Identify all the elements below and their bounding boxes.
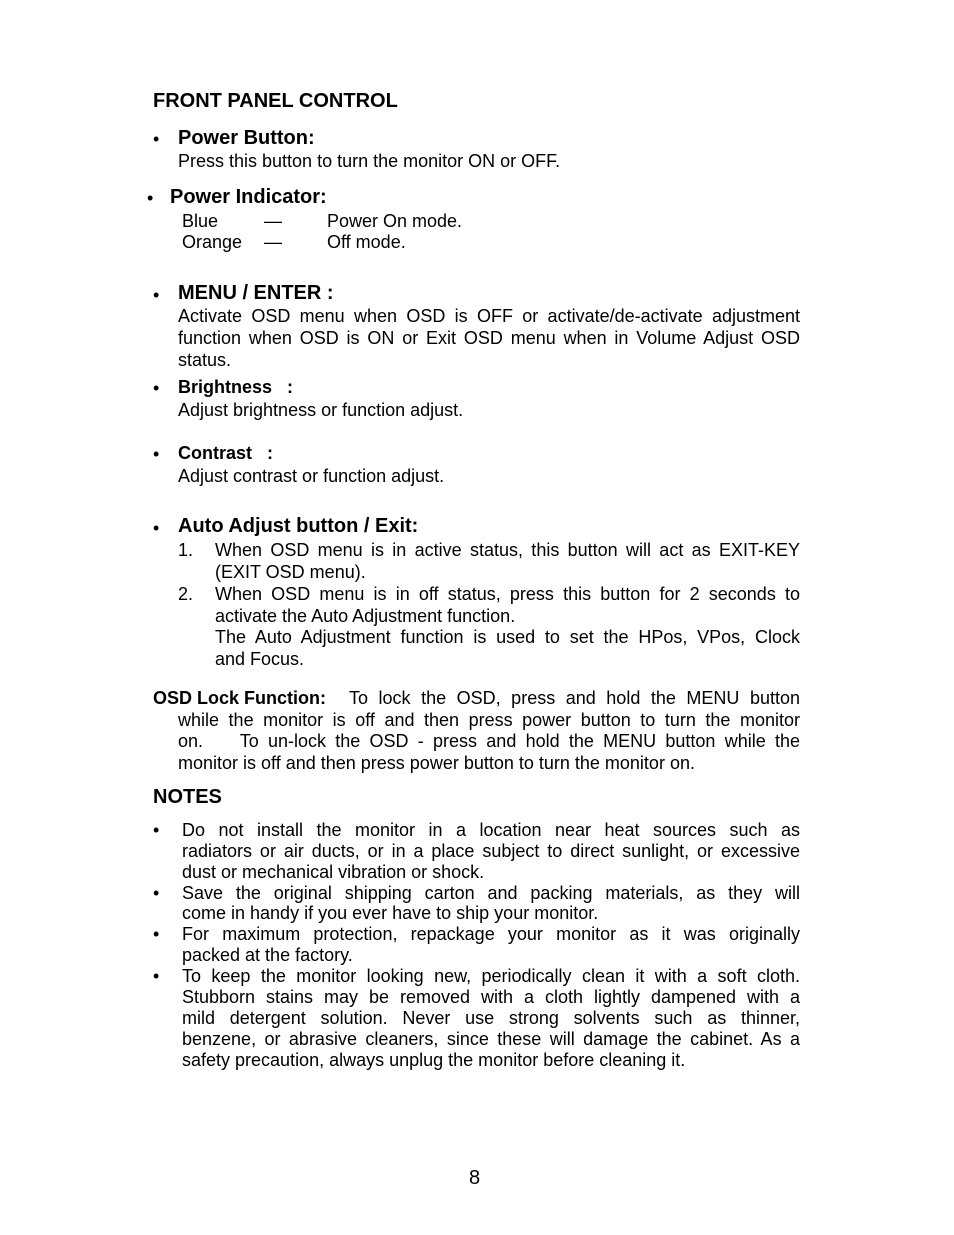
menu-enter-heading: MENU / ENTER :: [178, 282, 334, 304]
notes-title: NOTES: [153, 786, 222, 808]
note-line: mild detergent solution. Never use strong solvents such as thinner,: [182, 1008, 800, 1028]
auto-adjust-item-number: 1.: [178, 540, 194, 560]
auto-adjust-item-line: activate the Auto Adjustment function.: [215, 606, 516, 626]
bullet-auto-adjust: •: [153, 518, 160, 538]
bullet-brightness: •: [153, 378, 160, 398]
note-line: Do not install the monitor in a location near heat sources such as: [182, 820, 800, 840]
bullet-power-button: •: [153, 129, 160, 149]
note-line: safety precaution, always unplug the monitor before cleaning it.: [182, 1050, 686, 1070]
note-line: dust or mechanical vibration or shock.: [182, 862, 485, 882]
osd-lock-line: while the monitor is off and then press power button to turn the monitor: [178, 710, 800, 730]
section-title: FRONT PANEL CONTROL: [153, 90, 398, 112]
note-line: Stubborn stains may be removed with a cloth lightly dampened with a: [182, 987, 800, 1007]
indicator-dash-orange: —: [264, 232, 282, 252]
note-line: come in handy if you ever have to ship your monitor.: [182, 903, 599, 923]
indicator-mode-orange: Off mode.: [327, 232, 406, 252]
bullet-contrast: •: [153, 444, 160, 464]
note-line: packed at the factory.: [182, 945, 353, 965]
brightness-text: Adjust brightness or function adjust.: [178, 400, 464, 420]
indicator-dash-blue: —: [264, 211, 282, 231]
indicator-color-blue: Blue: [182, 211, 219, 231]
bullet-power-indicator: •: [147, 188, 154, 208]
power-button-text: Press this button to turn the monitor ON or OFF.: [178, 151, 561, 171]
bullet-note: •: [153, 966, 160, 986]
auto-adjust-heading: Auto Adjust button / Exit:: [178, 515, 419, 537]
osd-lock-label: OSD Lock Function:: [153, 688, 326, 708]
auto-adjust-item-line: (EXIT OSD menu).: [215, 562, 366, 582]
bullet-note: •: [153, 820, 160, 840]
osd-lock-first-line: To lock the OSD, press and hold the MENU button: [349, 688, 800, 708]
bullet-menu-enter: •: [153, 285, 160, 305]
menu-enter-line: function when OSD is ON or Exit OSD menu when in Volume Adjust OSD: [178, 328, 800, 348]
note-line: radiators or air ducts, or in a place subject to direct sunlight, or excessive: [182, 841, 800, 861]
auto-adjust-item-line: and Focus.: [215, 649, 305, 669]
auto-adjust-item-line: When OSD menu is in active status, this button will act as EXIT-KEY: [215, 540, 800, 560]
osd-lock-line: monitor is off and then press power button to turn the monitor on.: [178, 753, 695, 773]
power-button-heading: Power Button:: [178, 127, 315, 149]
bullet-note: •: [153, 924, 160, 944]
indicator-color-orange: Orange: [182, 232, 243, 252]
note-line: To keep the monitor looking new, periodically clean it with a soft cloth.: [182, 966, 800, 986]
auto-adjust-item-line: When OSD menu is in off status, press this button for 2 seconds to: [215, 584, 800, 604]
menu-enter-line: Activate OSD menu when OSD is OFF or activate/de-activate adjustment: [178, 306, 800, 326]
note-line: benzene, or abrasive cleaners, since these will damage the cabinet. As a: [182, 1029, 800, 1049]
indicator-mode-blue: Power On mode.: [327, 211, 463, 231]
menu-enter-line: status.: [178, 350, 232, 370]
brightness-heading: Brightness :: [178, 377, 294, 397]
note-line: For maximum protection, repackage your monitor as it was originally: [182, 924, 800, 944]
auto-adjust-item-line: The Auto Adjustment function is used to set the HPos, VPos, Clock: [215, 627, 800, 647]
power-indicator-heading: Power Indicator:: [170, 186, 327, 208]
auto-adjust-item-number: 2.: [178, 584, 194, 604]
page-number: 8: [469, 1167, 481, 1189]
osd-lock-line: on. To un-lock the OSD - press and hold the MENU button while the: [178, 731, 800, 751]
contrast-heading: Contrast :: [178, 443, 274, 463]
bullet-note: •: [153, 883, 160, 903]
note-line: Save the original shipping carton and packing materials, as they will: [182, 883, 800, 903]
contrast-text: Adjust contrast or function adjust.: [178, 466, 445, 486]
